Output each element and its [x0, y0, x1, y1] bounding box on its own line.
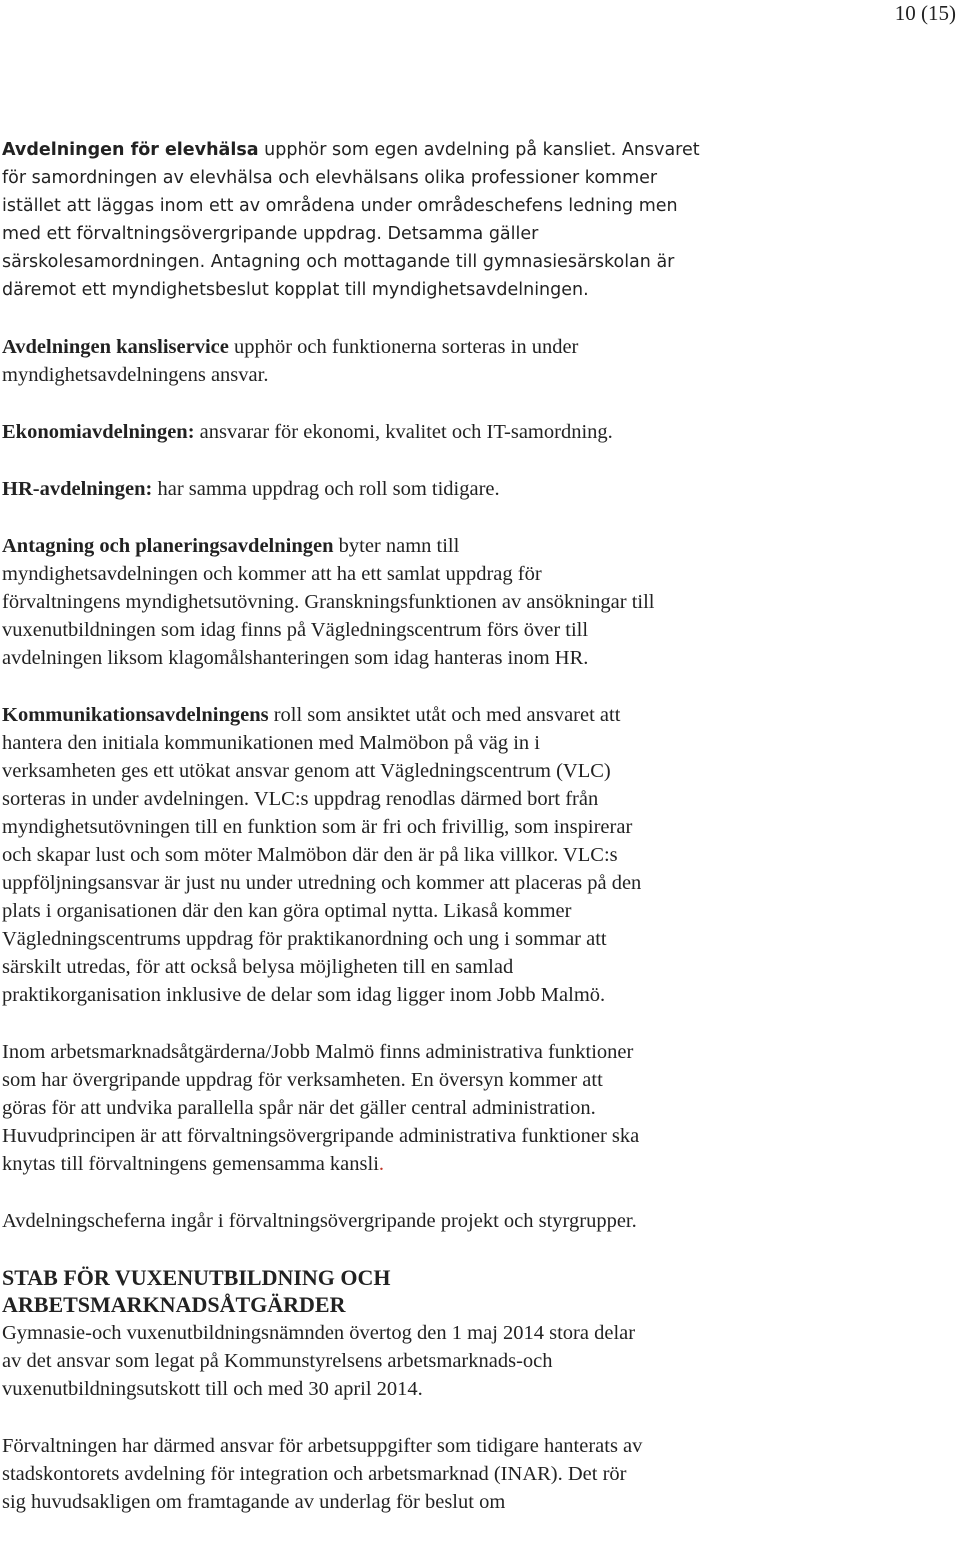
text-line: vuxenutbildningsutskott till och med 30 april 2014. — [2, 1378, 423, 1400]
paragraph-ekonomi — [2, 418, 952, 446]
text-line: sig huvudsakligen om framtagande av underlag för beslut om — [2, 1491, 506, 1513]
text-line: Gymnasie-och vuxenutbildningsnämnden övertog den 1 maj 2014 stora delar — [2, 1322, 636, 1344]
text-line: Inom arbetsmarknadsåtgärderna/Jobb Malmö finns administrativa funktioner — [2, 1041, 634, 1063]
text-line: myndighetsavdelningen och kommer att ha ett samlat uppdrag för — [2, 563, 542, 585]
text-line: istället att läggas inom ett av områdena under områdeschefens ledning men — [2, 196, 678, 216]
paragraph-lead: Avdelningen kansliservice — [2, 336, 229, 358]
text-line: plats i organisationen där den kan göra optimal nytta. Likaså kommer — [2, 900, 572, 922]
line-text: roll som ansiktet utåt och med ansvaret att — [268, 704, 621, 726]
text-line — [2, 701, 952, 729]
section-heading — [2, 1264, 952, 1318]
text-line: uppföljningsansvar är just nu under utredning och kommer att placeras på den — [2, 872, 642, 894]
line-text: upphör och funktionerna sorteras in under — [228, 336, 579, 358]
text-line: av det ansvar som legat på Kommunstyrelsens arbetsmarknads-och — [2, 1350, 553, 1372]
red-period: . — [378, 1153, 385, 1175]
paragraph-kansliservice — [2, 333, 952, 389]
text-line — [2, 418, 952, 446]
heading-line: ARBETSMARKNADSÅTGÄRDER — [2, 1292, 346, 1317]
text-line: förvaltningens myndighetsutövning. Granskningsfunktionen av ansökningar till — [2, 591, 655, 613]
text-line: stadskontorets avdelning för integration och arbetsmarknad (INAR). Det rör — [2, 1463, 627, 1485]
paragraph-lead: Ekonomiavdelningen: — [2, 421, 195, 443]
paragraph-lead: Avdelningen för elevhälsa — [2, 140, 259, 160]
text-line: verksamheten ges ett utökat ansvar genom att Vägledningscentrum (VLC) — [2, 760, 611, 782]
text-line: däremot ett myndighetsbeslut kopplat till myndighetsavdelningen. — [2, 280, 589, 300]
paragraph-inar — [2, 1432, 952, 1516]
text-line — [2, 136, 952, 164]
text-line: Huvudprincipen är att förvaltningsövergripande administrativa funktioner ska — [2, 1125, 640, 1147]
text-line: göras för att undvika parallella spår när det gäller central administration. — [2, 1097, 596, 1119]
paragraph-lead: Antagning och planeringsavdelningen — [2, 535, 334, 557]
line-text: knytas till förvaltningens gemensamma kansli — [2, 1153, 379, 1175]
paragraph-elevhalsa — [2, 136, 952, 304]
paragraph-avdelningschefer — [2, 1207, 952, 1235]
paragraph-lead: Kommunikationsavdelningens — [2, 704, 269, 726]
paragraph-antagning — [2, 532, 952, 672]
text-line: som har övergripande uppdrag för verksamheten. En översyn kommer att — [2, 1069, 603, 1091]
text-line — [2, 1150, 952, 1178]
paragraph-overtagande — [2, 1319, 952, 1403]
line-text: byter namn till — [333, 535, 460, 557]
text-line: myndighetsavdelningens ansvar. — [2, 364, 269, 386]
text-line: särskilt utredas, för att också belysa möjligheten till en samlad — [2, 956, 514, 978]
paragraph-hr — [2, 475, 952, 503]
heading-line: STAB FÖR VUXENUTBILDNING OCH — [2, 1265, 391, 1290]
text-line — [2, 475, 952, 503]
text-line: praktikorganisation inklusive de delar som idag ligger inom Jobb Malmö. — [2, 984, 606, 1006]
text-line: Vägledningscentrums uppdrag för praktikanordning och ung i sommar att — [2, 928, 607, 950]
text-line — [2, 532, 952, 560]
text-line: med ett förvaltningsövergripande uppdrag. Detsamma gäller — [2, 224, 539, 244]
text-line: hantera den initiala kommunikationen med Malmöbon på väg in i — [2, 732, 540, 754]
line-text: ansvarar för ekonomi, kvalitet och IT-samordning. — [194, 421, 613, 443]
text-line: sorteras in under avdelningen. VLC:s uppdrag renodlas därmed bort från — [2, 788, 599, 810]
text-line: för samordningen av elevhälsa och elevhälsans olika professioner kommer — [2, 168, 658, 188]
text-line: vuxenutbildningen som idag finns på Vägledningscentrum förs över till — [2, 619, 589, 641]
text-line: särskolesamordningen. Antagning och mottagande till gymnasiesärskolan är — [2, 252, 675, 272]
text-line: myndighetsutövningen till en funktion som är fri och frivillig, som inspirerar — [2, 816, 633, 838]
document-body — [2, 136, 952, 1545]
paragraph-lead: HR-avdelningen: — [2, 478, 153, 500]
line-text: har samma uppdrag och roll som tidigare. — [152, 478, 500, 500]
text-line: avdelningen liksom klagomålshanteringen som idag hanteras inom HR. — [2, 647, 589, 669]
line-text: upphör som egen avdelning på kansliet. Ansvaret — [258, 140, 700, 160]
text-line: Förvaltningen har därmed ansvar för arbetsuppgifter som tidigare hanterats av — [2, 1435, 643, 1457]
paragraph-jobb-malmo — [2, 1038, 952, 1178]
text-line: och skapar lust och som möter Malmöbon där den är på lika villkor. VLC:s — [2, 844, 618, 866]
paragraph-kommunikation — [2, 701, 952, 1009]
page-number: 10 (15) — [894, 1, 956, 25]
text-line: Avdelningscheferna ingår i förvaltningsövergripande projekt och styrgrupper. — [2, 1210, 637, 1232]
text-line — [2, 333, 952, 361]
